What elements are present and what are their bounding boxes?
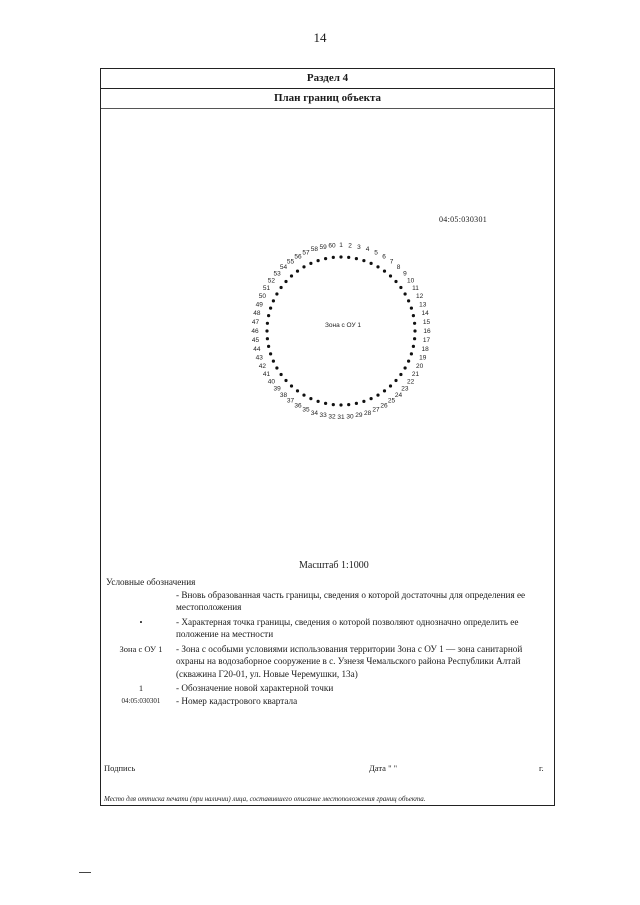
boundary-point	[275, 292, 278, 295]
point-label: 52	[267, 277, 276, 285]
boundary-point	[370, 397, 373, 400]
boundary-point	[280, 373, 283, 376]
point-label: 24	[394, 391, 403, 399]
footer-note: Место для оттиска печати (при наличии) лица, составившего описание местоположения границ объекта.	[104, 795, 426, 803]
legend-item	[106, 682, 551, 695]
boundary-point	[394, 280, 397, 283]
point-label: 16	[423, 328, 431, 335]
legend-text: - Характерная точка границы, сведения о которой позволяют однозначно определить ее положение на местности	[176, 616, 519, 639]
point-label: 31	[337, 414, 345, 421]
legend-symbol-zone: Зона с ОУ 1	[119, 643, 163, 654]
boundary-point	[407, 299, 410, 302]
point-label: 36	[294, 402, 302, 410]
boundary-point	[389, 384, 392, 387]
boundary-point	[410, 352, 413, 355]
boundary-point	[399, 373, 402, 376]
point-label: 58	[310, 246, 319, 254]
point-label: 51	[262, 285, 271, 292]
page-mark	[79, 872, 91, 873]
point-label: 50	[258, 293, 267, 300]
legend-text: - Номер кадастрового квартала	[176, 695, 298, 706]
boundary-point	[370, 262, 373, 265]
boundary-point	[290, 384, 293, 387]
point-label: 7	[389, 258, 394, 266]
point-label: 9	[403, 270, 407, 278]
point-label: 26	[380, 402, 388, 410]
boundary-point	[404, 292, 407, 295]
boundary-point	[317, 400, 320, 403]
point-label: 53	[273, 270, 281, 278]
point-label: 1	[339, 242, 343, 249]
boundary-point	[266, 337, 269, 340]
point-label: 15	[422, 319, 431, 326]
legend-symbol-point-number: 1	[138, 683, 144, 693]
point-label: 44	[253, 345, 261, 353]
legend-item	[106, 643, 551, 681]
point-label: 39	[273, 385, 281, 393]
point-label: 59	[319, 243, 327, 251]
date-year: г.	[539, 763, 544, 773]
date-label: Дата " "	[369, 763, 398, 773]
point-label: 41	[262, 371, 271, 378]
point-label: 57	[302, 249, 310, 257]
boundary-point	[413, 337, 416, 340]
boundary-point	[267, 345, 270, 348]
point-label: 60	[328, 242, 336, 250]
boundary-point	[284, 280, 287, 283]
legend-text: - Вновь образованная часть границы, сведения о которой достаточны для определения ее местоположения	[176, 589, 526, 612]
point-label: 45	[251, 337, 260, 344]
point-label: 47	[251, 319, 260, 326]
boundary-point	[269, 352, 272, 355]
legend-symbol-line	[106, 589, 176, 614]
point-label: 2	[348, 242, 352, 250]
boundary-point	[302, 394, 305, 397]
point-label: 40	[267, 378, 276, 386]
boundary-point	[284, 379, 287, 382]
boundary-point	[355, 402, 358, 405]
document-frame	[100, 68, 555, 806]
boundary-point	[362, 259, 365, 262]
point-label: 46	[251, 328, 259, 335]
boundary-plan	[101, 109, 554, 589]
boundary-point	[376, 265, 379, 268]
point-label: 35	[302, 406, 310, 414]
point-label: 13	[419, 301, 427, 309]
boundary-point	[347, 403, 350, 406]
boundary-point	[407, 360, 410, 363]
boundary-point	[339, 403, 342, 406]
point-label: 3	[357, 243, 361, 251]
point-label: 21	[411, 371, 420, 378]
boundary-point	[324, 257, 327, 260]
boundary-point	[290, 274, 293, 277]
legend-text: - Зона с особыми условиями использования территории Зона с ОУ 1 — зона санитарной охраны на водозаборное сооружение в с. Узнезя Чемальского района Республики Алтай (скважина Г20-01, ул. Новые Черемушки, 13а)	[176, 643, 523, 679]
boundary-point	[265, 329, 268, 332]
boundary-point	[376, 394, 379, 397]
page-number: 14	[313, 30, 327, 45]
boundary-point	[413, 329, 416, 332]
point-label: 32	[328, 413, 336, 421]
boundary-point	[267, 314, 270, 317]
boundary-point	[355, 257, 358, 260]
legend-item	[106, 589, 551, 614]
point-label: 27	[372, 406, 380, 414]
point-label: 56	[294, 253, 302, 261]
point-label: 33	[319, 412, 327, 420]
point-label: 42	[258, 363, 267, 370]
point-label: 20	[415, 363, 424, 370]
boundary-point	[347, 256, 350, 259]
boundary-point	[413, 322, 416, 325]
point-label: 12	[415, 293, 424, 300]
point-label: 38	[279, 391, 288, 399]
boundary-point	[309, 397, 312, 400]
boundary-diagram	[101, 109, 554, 589]
boundary-point	[332, 403, 335, 406]
point-label: 4	[365, 246, 370, 254]
boundary-point	[410, 307, 413, 310]
point-label: 11	[412, 285, 419, 292]
signature-label: Подпись	[104, 763, 136, 773]
point-label: 14	[421, 310, 429, 318]
legend-item	[106, 616, 551, 641]
legend-item	[106, 695, 551, 708]
scale-text: Масштаб 1:1000	[299, 560, 369, 571]
point-label: 29	[355, 412, 363, 420]
boundary-point	[317, 259, 320, 262]
point-label: 6	[382, 253, 386, 261]
boundary-point	[412, 345, 415, 348]
boundary-point	[389, 274, 392, 277]
section-title: Раздел 4	[101, 69, 554, 89]
legend-text: - Обозначение новой характерной точки	[176, 683, 334, 693]
boundary-point	[302, 265, 305, 268]
boundary-point	[296, 389, 299, 392]
point-label: 48	[253, 310, 261, 318]
point-label: 8	[396, 264, 401, 272]
point-label: 49	[255, 301, 263, 309]
boundary-point	[404, 366, 407, 369]
boundary-point	[280, 286, 283, 289]
boundary-point	[309, 262, 312, 265]
point-label: 23	[401, 385, 409, 393]
point-label: 10	[406, 277, 415, 285]
plan-title: План границ объекта	[101, 89, 554, 109]
cadastral-quarter-code: 04:05:030301	[439, 215, 488, 224]
point-label: 19	[419, 354, 427, 362]
boundary-point	[339, 255, 342, 258]
point-label: 34	[310, 409, 319, 417]
boundary-point	[383, 389, 386, 392]
boundary-point	[399, 286, 402, 289]
boundary-point	[362, 400, 365, 403]
point-label: 30	[346, 413, 354, 421]
point-label: 25	[387, 397, 396, 405]
point-label: 28	[363, 409, 372, 417]
boundary-point	[296, 270, 299, 273]
boundary-point	[272, 360, 275, 363]
legend	[106, 576, 551, 707]
boundary-point	[269, 307, 272, 310]
point-label: 54	[279, 264, 288, 272]
boundary-point	[272, 299, 275, 302]
boundary-point	[394, 379, 397, 382]
zone-label: Зона с ОУ 1	[324, 322, 362, 329]
boundary-point	[383, 270, 386, 273]
legend-symbol-point: •	[139, 616, 143, 627]
point-label: 55	[286, 258, 295, 266]
legend-symbol-quarter: 04:05:030301	[121, 696, 161, 705]
boundary-point	[324, 402, 327, 405]
point-label: 22	[406, 378, 415, 386]
boundary-point	[266, 322, 269, 325]
legend-title: Условные обозначения	[106, 577, 196, 587]
boundary-point	[275, 366, 278, 369]
point-label: 17	[422, 337, 431, 344]
point-label: 18	[421, 345, 429, 353]
boundary-point	[332, 256, 335, 259]
point-label: 5	[374, 249, 378, 257]
point-label: 43	[255, 354, 263, 362]
point-label: 37	[286, 397, 295, 405]
boundary-point	[412, 314, 415, 317]
